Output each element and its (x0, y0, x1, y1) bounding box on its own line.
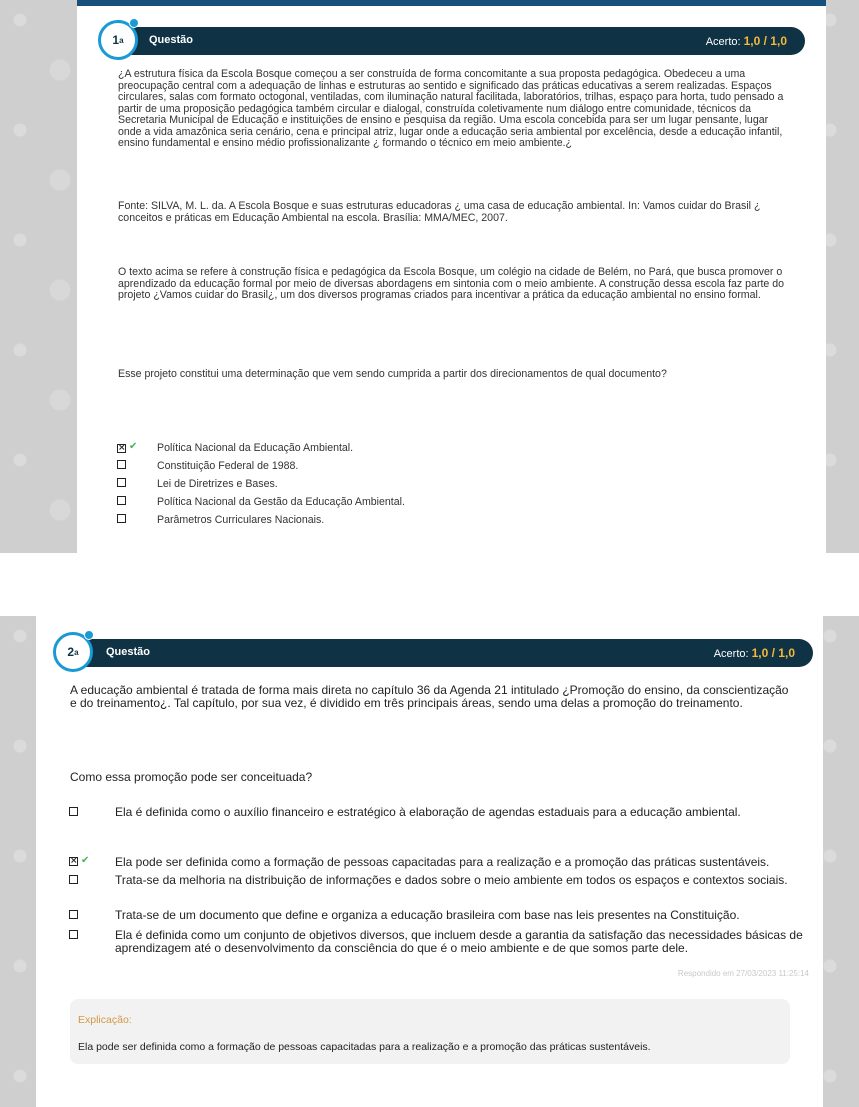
option-1-2[interactable]: Constituição Federal de 1988. (157, 460, 299, 472)
question-prompt: Esse projeto constitui uma determinação que vem sendo cumprida a partir dos direcionamentos de qual documento? (118, 368, 667, 380)
question-number: 2 (67, 645, 75, 659)
question-number: 1 (112, 33, 120, 47)
question-label: Questão (106, 646, 151, 658)
badge-dot-icon (84, 630, 94, 640)
option-2-1[interactable]: Ela é definida como o auxílio financeiro e estratégico à elaboração de agendas estaduais para a educação ambiental. (115, 805, 741, 819)
score-value: 1,0 / 1,0 (751, 646, 795, 660)
checkbox-icon[interactable] (117, 514, 126, 523)
score-label: Acerto: (713, 648, 749, 660)
checkbox-icon[interactable] (117, 478, 126, 487)
option-1-1[interactable]: Política Nacional da Educação Ambiental. (157, 442, 354, 454)
checkbox-icon[interactable] (117, 460, 126, 469)
option-2-3[interactable]: Trata-se da melhoria na distribuição de informações e dados sobre o meio ambiente em todos os espaços e contextos sociais. (115, 873, 788, 887)
question-header-2 (78, 639, 813, 667)
answered-timestamp: Respondido em 27/03/2023 11:25:14 (677, 969, 809, 978)
question-ordinal: a (74, 647, 79, 657)
card-top-border (77, 0, 826, 6)
x-checkbox-icon[interactable]: × (70, 856, 78, 866)
question-source: Fonte: SILVA, M. L. da. A Escola Bosque e suas estruturas educadoras ¿ uma casa de educação ambiental. In: Vamos cuidar do Brasil ¿ conceitos e práticas em Educação Ambiental na escola. Brasília: MMA/MEC, 2007. (118, 200, 761, 224)
checkmark-icon: ✔ (129, 441, 138, 452)
option-1-3[interactable]: Lei de Diretrizes e Bases. (157, 478, 278, 490)
question-prompt: Como essa promoção pode ser conceituada? (70, 770, 313, 784)
checkmark-icon: ✔ (81, 855, 90, 866)
question-card-1 (77, 0, 826, 553)
explanation-title: Explicação: (78, 1014, 132, 1026)
question-label: Questão (149, 34, 194, 46)
score (706, 34, 787, 48)
score-label: Acerto: (705, 36, 741, 48)
checkbox-icon[interactable] (69, 875, 78, 884)
badge-dot-icon (129, 18, 139, 28)
page-gap (0, 553, 859, 616)
question-ordinal: a (119, 35, 124, 45)
question-paragraph: A educação ambiental é tratada de forma mais direta no capítulo 36 da Agenda 21 intitulado ¿Promoção do ensino, da conscientização e do treinamento¿. Tal capítulo, por sua vez, é dividido em três principais áreas, sendo uma delas a promoção do treinamento. (70, 683, 789, 710)
question-paragraph: ¿A estrutura física da Escola Bosque começou a ser construída de forma concomitante a sua proposta pedagógica. Obedeceu a uma preocupação central com a adequação de linhas e estruturas ao sentido e significado das práticas educativas a serem realizadas. Espaços circulares, salas com formato octogonal, ventiladas, com iluminação natural facilitada, laboratórios, trilhas, espaço para horta, tudo pensado a partir de uma proposição pedagógica também circular e dialogal, construída coletivamente num diálogo entre comunidade, técnicos da Secretaria Municipal de Educação e instituições de ensino e pesquisa da região. Uma escola concebida para ser um lugar pensante, lugar onde a vida amazônica seria cenário, cena e principal atriz, lugar onde a educação seria ambiental por excelência, desde a educação infantil, ensino fundamental e ensino médio profissionalizante ¿ formando o técnico em meio ambiente.¿ (118, 68, 784, 149)
explanation-box (70, 999, 790, 1064)
checkbox-icon[interactable] (69, 910, 78, 919)
question-card-2 (36, 616, 823, 1107)
checkbox-icon[interactable] (117, 496, 126, 505)
option-1-4[interactable]: Política Nacional da Gestão da Educação Ambiental. (157, 496, 405, 508)
score (714, 646, 795, 660)
option-2-2[interactable]: Ela pode ser definida como a formação de pessoas capacitadas para a realização e a promoção das práticas sustentáveis. (115, 855, 770, 869)
checkbox-icon[interactable] (69, 930, 78, 939)
question-context: O texto acima se refere à construção física e pedagógica da Escola Bosque, um colégio na cidade de Belém, no Pará, que busca promover o aprendizado da educação formal por meio de diversas abordagens em sintonia com o meio ambiente. A construção dessa escola faz parte do projeto ¿Vamos cuidar do Brasil¿, um dos diversos programas criados para incentivar a prática da educação ambiental no ensino formal. (118, 266, 785, 301)
option-1-5[interactable]: Parâmetros Curriculares Nacionais. (157, 514, 325, 526)
x-checkbox-icon[interactable]: × (118, 443, 126, 453)
checkbox-icon[interactable] (69, 807, 78, 816)
option-2-4[interactable]: Trata-se de um documento que define e organiza a educação brasileira com base nas leis presentes na Constituição. (115, 908, 740, 922)
question-header-1 (121, 27, 805, 55)
option-2-5[interactable]: Ela é definida como um conjunto de objetivos diversos, que incluem desde a garantia da satisfação das necessidades básicas de aprendizagem até o desenvolvimento da consciência do que é o meio ambiente e de que somos parte dele. (115, 928, 803, 955)
explanation-text: Ela pode ser definida como a formação de pessoas capacitadas para a realização e a promoção das práticas sustentáveis. (78, 1041, 651, 1053)
score-value: 1,0 / 1,0 (743, 34, 787, 48)
